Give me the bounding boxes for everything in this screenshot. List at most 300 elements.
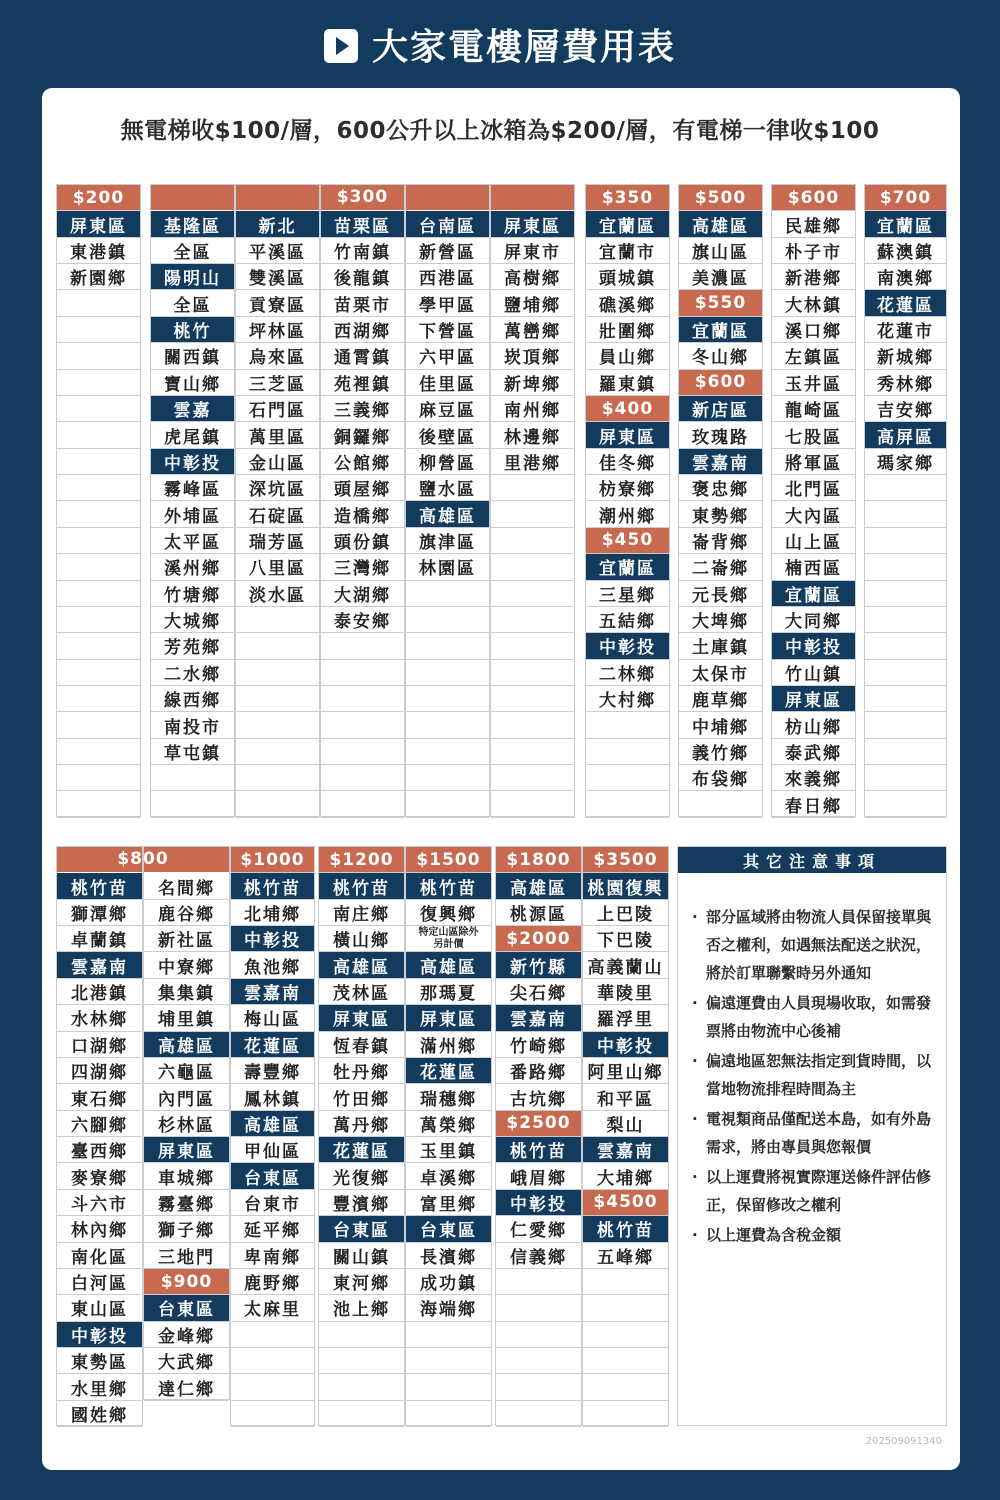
empty-cell bbox=[586, 792, 669, 818]
empty-cell bbox=[491, 581, 574, 607]
fee-column bbox=[582, 846, 669, 1426]
area-cell: 高樹鄉 bbox=[491, 264, 574, 290]
region-header: 屏東區 bbox=[144, 1137, 229, 1163]
empty-cell bbox=[151, 765, 234, 791]
fee-column bbox=[56, 184, 141, 817]
area-cell: 大埤鄉 bbox=[679, 607, 762, 633]
region-header: 中彰投 bbox=[586, 633, 669, 659]
area-cell: 二水鄉 bbox=[151, 660, 234, 686]
area-cell: 公館鄉 bbox=[321, 449, 404, 475]
area-cell: 後壁區 bbox=[406, 422, 489, 448]
area-cell: 古坑鄉 bbox=[496, 1084, 581, 1110]
empty-cell bbox=[236, 712, 319, 738]
fee-column bbox=[143, 846, 230, 1400]
area-cell: 北埔鄉 bbox=[231, 900, 314, 926]
area-cell: 林內鄉 bbox=[57, 1216, 142, 1242]
empty-cell bbox=[57, 290, 140, 316]
area-cell: 內門區 bbox=[144, 1084, 229, 1110]
area-cell: 卑南鄉 bbox=[231, 1243, 314, 1269]
area-cell: 北門區 bbox=[772, 475, 855, 501]
region-header: 桃園復興 bbox=[583, 873, 668, 899]
area-cell: 金峰鄉 bbox=[144, 1322, 229, 1348]
area-cell: 義竹鄉 bbox=[679, 739, 762, 765]
fee-column bbox=[405, 184, 490, 817]
area-cell: 東河鄉 bbox=[319, 1269, 404, 1295]
notes-box bbox=[677, 846, 947, 1426]
empty-cell bbox=[496, 1401, 581, 1427]
empty-cell bbox=[321, 660, 404, 686]
empty-cell bbox=[865, 660, 946, 686]
empty-cell bbox=[491, 633, 574, 659]
area-cell: 鳳林鎮 bbox=[231, 1084, 314, 1110]
area-cell: 麻豆區 bbox=[406, 396, 489, 422]
region-header: 高雄區 bbox=[144, 1032, 229, 1058]
region-header: 宜蘭區 bbox=[586, 554, 669, 580]
price-header: $400 bbox=[586, 396, 669, 422]
area-cell: 延平鄉 bbox=[231, 1216, 314, 1242]
region-header: 苗栗區 bbox=[321, 211, 404, 237]
version-code: 202509091340 bbox=[865, 1436, 942, 1447]
area-cell: 三星鄉 bbox=[586, 581, 669, 607]
region-header: 桃竹苗 bbox=[57, 873, 142, 899]
area-cell: 南投市 bbox=[151, 712, 234, 738]
area-cell: 旗津區 bbox=[406, 528, 489, 554]
fee-column bbox=[318, 846, 405, 1426]
region-header: 台東區 bbox=[144, 1295, 229, 1321]
area-cell: 烏來區 bbox=[236, 343, 319, 369]
area-cell: 林園區 bbox=[406, 554, 489, 580]
region-header: 高雄區 bbox=[319, 952, 404, 978]
price-header: $450 bbox=[586, 528, 669, 554]
pricing-notice: 無電梯收$100/層，600公升以上冰箱為$200/層，有電梯一律收$100 bbox=[120, 118, 880, 144]
area-cell: 三芝區 bbox=[236, 370, 319, 396]
empty-cell bbox=[491, 712, 574, 738]
empty-cell bbox=[57, 370, 140, 396]
region-header: 台南區 bbox=[406, 211, 489, 237]
area-cell: 三義鄉 bbox=[321, 396, 404, 422]
empty-cell bbox=[57, 686, 140, 712]
empty-cell bbox=[321, 792, 404, 818]
area-cell: 頭城鎮 bbox=[586, 264, 669, 290]
area-cell: 富里鄉 bbox=[406, 1190, 491, 1216]
area-cell: 外埔區 bbox=[151, 501, 234, 527]
area-cell: 八里區 bbox=[236, 554, 319, 580]
area-cell: 南州鄉 bbox=[491, 396, 574, 422]
area-cell: 下營區 bbox=[406, 317, 489, 343]
area-cell: 通霄鎮 bbox=[321, 343, 404, 369]
area-cell: 石碇區 bbox=[236, 501, 319, 527]
area-cell: 萬里區 bbox=[236, 422, 319, 448]
area-cell: 關西鎮 bbox=[151, 343, 234, 369]
empty-cell bbox=[231, 1348, 314, 1374]
area-cell: 鹿谷鄉 bbox=[144, 900, 229, 926]
area-cell: 潮州鄉 bbox=[586, 501, 669, 527]
area-cell: 太保市 bbox=[679, 660, 762, 686]
region-header: 屏東區 bbox=[319, 1005, 404, 1031]
empty-cell bbox=[57, 581, 140, 607]
area-cell: 臺西鄉 bbox=[57, 1137, 142, 1163]
area-cell: 三灣鄉 bbox=[321, 554, 404, 580]
region-header: 雲嘉南 bbox=[496, 1005, 581, 1031]
empty-cell bbox=[57, 396, 140, 422]
area-cell: 新埤鄉 bbox=[491, 370, 574, 396]
empty-cell bbox=[57, 475, 140, 501]
empty-cell bbox=[496, 1295, 581, 1321]
empty-cell bbox=[583, 1401, 668, 1427]
region-header: 中彰投 bbox=[772, 633, 855, 659]
fee-column bbox=[490, 184, 575, 817]
area-cell: 吉安鄉 bbox=[865, 396, 946, 422]
note-item: · 以上運費為含稅金額 bbox=[690, 1221, 936, 1249]
empty-cell bbox=[321, 739, 404, 765]
empty-cell bbox=[231, 1374, 314, 1400]
fee-column bbox=[56, 846, 143, 1426]
area-cell: 大村鄉 bbox=[586, 686, 669, 712]
area-cell: 滿州鄉 bbox=[406, 1032, 491, 1058]
area-cell: 苗栗市 bbox=[321, 290, 404, 316]
area-cell: 左鎮區 bbox=[772, 343, 855, 369]
area-cell: 林邊鄉 bbox=[491, 422, 574, 448]
price-header: $350 bbox=[586, 185, 669, 211]
area-cell: 全區 bbox=[151, 238, 234, 264]
region-header: 宜蘭區 bbox=[772, 581, 855, 607]
region-header: 中彰投 bbox=[231, 926, 314, 952]
area-cell: 東石鄉 bbox=[57, 1084, 142, 1110]
area-cell: 達仁鄉 bbox=[144, 1374, 229, 1400]
empty-cell bbox=[236, 633, 319, 659]
area-cell: 上巴陵 bbox=[583, 900, 668, 926]
area-cell: 二崙鄉 bbox=[679, 554, 762, 580]
area-cell: 枋寮鄉 bbox=[586, 475, 669, 501]
empty-cell bbox=[406, 1322, 491, 1348]
area-cell: 佳冬鄉 bbox=[586, 449, 669, 475]
area-cell: 新港鄉 bbox=[772, 264, 855, 290]
region-header: 屏東區 bbox=[406, 1005, 491, 1031]
region-header: 宜蘭區 bbox=[865, 211, 946, 237]
empty-cell bbox=[236, 607, 319, 633]
empty-cell bbox=[496, 1322, 581, 1348]
area-cell: 朴子市 bbox=[772, 238, 855, 264]
area-cell: 雙溪區 bbox=[236, 264, 319, 290]
empty-cell bbox=[496, 1269, 581, 1295]
region-header: 基隆區 bbox=[151, 211, 234, 237]
region-header: 屏東區 bbox=[586, 422, 669, 448]
price-header: $2500 bbox=[496, 1111, 581, 1137]
price-header: $550 bbox=[679, 290, 762, 316]
price-header: $900 bbox=[144, 1269, 229, 1295]
area-cell: 褒忠鄉 bbox=[679, 475, 762, 501]
area-cell: 南庄鄉 bbox=[319, 900, 404, 926]
region-header: 中彰投 bbox=[583, 1032, 668, 1058]
area-cell: 長濱鄉 bbox=[406, 1243, 491, 1269]
area-cell: 六龜區 bbox=[144, 1058, 229, 1084]
region-header: 陽明山 bbox=[151, 264, 234, 290]
empty-cell bbox=[236, 792, 319, 818]
area-cell: 春日鄉 bbox=[772, 792, 855, 818]
empty-cell bbox=[406, 633, 489, 659]
area-cell: 尖石鄉 bbox=[496, 979, 581, 1005]
area-cell: 蘇澳鎮 bbox=[865, 238, 946, 264]
price-header: $3500 bbox=[583, 847, 668, 873]
empty-cell bbox=[57, 501, 140, 527]
price-header: $1500 bbox=[406, 847, 491, 873]
header bbox=[0, 0, 1000, 88]
note-item: · 電視類商品僅配送本島，如有外島需求，將由專員與您報價 bbox=[690, 1105, 936, 1161]
region-header: 桃竹苗 bbox=[583, 1216, 668, 1242]
area-cell: 溪州鄉 bbox=[151, 554, 234, 580]
area-cell: 學甲區 bbox=[406, 290, 489, 316]
price-header: $1000 bbox=[231, 847, 314, 873]
area-cell: 後龍鎮 bbox=[321, 264, 404, 290]
area-cell: 白河區 bbox=[57, 1269, 142, 1295]
area-cell: 民雄鄉 bbox=[772, 211, 855, 237]
area-cell: 成功鎮 bbox=[406, 1269, 491, 1295]
region-header: 宜蘭區 bbox=[586, 211, 669, 237]
price-header: $1200 bbox=[319, 847, 404, 873]
empty-cell bbox=[236, 739, 319, 765]
area-cell: 海端鄉 bbox=[406, 1295, 491, 1321]
empty-cell bbox=[491, 792, 574, 818]
price-header: $800 bbox=[56, 846, 230, 872]
price-header: $1800 bbox=[496, 847, 581, 873]
area-cell: 東山區 bbox=[57, 1295, 142, 1321]
area-cell: 鹽水區 bbox=[406, 475, 489, 501]
area-cell: 埔里鎮 bbox=[144, 1005, 229, 1031]
region-header: 花蓮區 bbox=[319, 1137, 404, 1163]
empty-cell bbox=[496, 1374, 581, 1400]
area-cell: 甲仙區 bbox=[231, 1137, 314, 1163]
area-cell: 太平區 bbox=[151, 528, 234, 554]
area-cell: 魚池鄉 bbox=[231, 952, 314, 978]
area-cell: 頭屋鄉 bbox=[321, 475, 404, 501]
area-cell: 冬山鄉 bbox=[679, 343, 762, 369]
area-cell: 大城鄉 bbox=[151, 607, 234, 633]
region-header: 新店區 bbox=[679, 396, 762, 422]
empty-cell bbox=[321, 633, 404, 659]
area-cell: 瑞穗鄉 bbox=[406, 1084, 491, 1110]
empty-cell bbox=[406, 660, 489, 686]
area-cell: 玫瑰路 bbox=[679, 422, 762, 448]
fee-column bbox=[150, 184, 235, 817]
page-title: 大家電樓層費用表 bbox=[371, 26, 676, 68]
empty-cell bbox=[583, 1322, 668, 1348]
empty-cell bbox=[491, 475, 574, 501]
area-cell: 瑪家鄉 bbox=[865, 449, 946, 475]
area-cell: 竹塘鄉 bbox=[151, 581, 234, 607]
empty-cell bbox=[406, 792, 489, 818]
area-cell: 五結鄉 bbox=[586, 607, 669, 633]
area-cell: 將軍區 bbox=[772, 449, 855, 475]
price-header: $600 bbox=[679, 370, 762, 396]
area-cell: 南澳鄉 bbox=[865, 264, 946, 290]
area-cell: 深坑區 bbox=[236, 475, 319, 501]
area-cell: 霧臺鄉 bbox=[144, 1190, 229, 1216]
empty-cell bbox=[865, 633, 946, 659]
area-cell: 來義鄉 bbox=[772, 765, 855, 791]
region-header: 台東區 bbox=[231, 1163, 314, 1189]
empty-cell bbox=[865, 475, 946, 501]
area-cell: 寶山鄉 bbox=[151, 370, 234, 396]
area-cell: 茂林區 bbox=[319, 979, 404, 1005]
area-cell: 池上鄉 bbox=[319, 1295, 404, 1321]
area-cell: 瑞芳區 bbox=[236, 528, 319, 554]
empty-cell bbox=[679, 792, 762, 818]
area-cell: 佳里區 bbox=[406, 370, 489, 396]
area-note: 特定山區除外 另計價 bbox=[406, 926, 491, 952]
price-header: $700 bbox=[865, 185, 946, 211]
area-cell: 萬榮鄉 bbox=[406, 1111, 491, 1137]
empty-cell bbox=[865, 765, 946, 791]
area-cell: 壯圍鄉 bbox=[586, 317, 669, 343]
empty-cell bbox=[57, 792, 140, 818]
empty-cell bbox=[406, 581, 489, 607]
area-cell: 大武鄉 bbox=[144, 1348, 229, 1374]
area-cell: 水林鄉 bbox=[57, 1005, 142, 1031]
region-header: 花蓮區 bbox=[865, 290, 946, 316]
area-cell: 高義蘭山 bbox=[583, 952, 668, 978]
empty-cell bbox=[406, 765, 489, 791]
area-cell: 南化區 bbox=[57, 1243, 142, 1269]
area-cell: 橫山鄉 bbox=[319, 926, 404, 952]
notes-title: 其它注意事項 bbox=[678, 847, 946, 873]
area-cell: 四湖鄉 bbox=[57, 1058, 142, 1084]
area-cell: 崁頂鄉 bbox=[491, 343, 574, 369]
area-cell: 美濃區 bbox=[679, 264, 762, 290]
area-cell: 崙背鄉 bbox=[679, 528, 762, 554]
area-cell: 新園鄉 bbox=[57, 264, 140, 290]
empty-cell bbox=[231, 1401, 314, 1427]
area-cell: 名間鄉 bbox=[144, 873, 229, 899]
empty-cell bbox=[491, 765, 574, 791]
empty-cell bbox=[406, 739, 489, 765]
empty-cell bbox=[491, 607, 574, 633]
area-cell: 光復鄉 bbox=[319, 1163, 404, 1189]
area-cell: 溪口鄉 bbox=[772, 317, 855, 343]
area-cell: 花蓮市 bbox=[865, 317, 946, 343]
empty-cell bbox=[586, 739, 669, 765]
region-header: 高雄區 bbox=[406, 501, 489, 527]
area-cell: 麥寮鄉 bbox=[57, 1163, 142, 1189]
area-cell: 梅山區 bbox=[231, 1005, 314, 1031]
area-cell: 屏東市 bbox=[491, 238, 574, 264]
area-cell: 大內區 bbox=[772, 501, 855, 527]
region-header: 台東區 bbox=[406, 1216, 491, 1242]
area-cell: 竹山鎮 bbox=[772, 660, 855, 686]
area-cell: 枋山鄉 bbox=[772, 712, 855, 738]
empty-cell bbox=[865, 528, 946, 554]
region-header: 中彰投 bbox=[151, 449, 234, 475]
empty-cell bbox=[406, 686, 489, 712]
area-cell: 番路鄉 bbox=[496, 1058, 581, 1084]
area-cell: 員山鄉 bbox=[586, 343, 669, 369]
region-header: 桃竹苗 bbox=[231, 873, 314, 899]
area-cell: 頭份鎮 bbox=[321, 528, 404, 554]
empty-cell bbox=[57, 633, 140, 659]
area-cell: 泰安鄉 bbox=[321, 607, 404, 633]
area-cell: 鹿野鄉 bbox=[231, 1269, 314, 1295]
area-cell: 里港鄉 bbox=[491, 449, 574, 475]
empty-cell bbox=[319, 1322, 404, 1348]
empty-cell bbox=[586, 712, 669, 738]
area-cell: 造橋鄉 bbox=[321, 501, 404, 527]
empty-cell bbox=[57, 554, 140, 580]
area-cell: 霧峰區 bbox=[151, 475, 234, 501]
area-cell: 銅鑼鄉 bbox=[321, 422, 404, 448]
area-cell: 仁愛鄉 bbox=[496, 1216, 581, 1242]
area-cell: 東勢鄉 bbox=[679, 501, 762, 527]
empty-cell bbox=[57, 317, 140, 343]
notes-list bbox=[690, 903, 936, 1251]
area-cell: 國姓鄉 bbox=[57, 1401, 142, 1427]
empty-cell bbox=[491, 554, 574, 580]
area-cell: 中寮鄉 bbox=[144, 952, 229, 978]
price-header: $2000 bbox=[496, 926, 581, 952]
area-cell: 關山鎮 bbox=[319, 1243, 404, 1269]
area-cell: 壽豐鄉 bbox=[231, 1058, 314, 1084]
area-cell: 車城鄉 bbox=[144, 1163, 229, 1189]
area-cell: 萬巒鄉 bbox=[491, 317, 574, 343]
area-cell: 大林鎮 bbox=[772, 290, 855, 316]
fee-column bbox=[771, 184, 856, 817]
empty-cell bbox=[57, 343, 140, 369]
area-cell: 羅東鎮 bbox=[586, 370, 669, 396]
area-cell: 竹南鎮 bbox=[321, 238, 404, 264]
region-header: 宜蘭區 bbox=[679, 317, 762, 343]
area-cell: 線西鄉 bbox=[151, 686, 234, 712]
empty-cell bbox=[406, 607, 489, 633]
empty-cell bbox=[236, 765, 319, 791]
empty-cell bbox=[321, 686, 404, 712]
empty-cell bbox=[491, 739, 574, 765]
price-header: $200 bbox=[57, 185, 140, 211]
area-cell: 新城鄉 bbox=[865, 343, 946, 369]
price-header: $600 bbox=[772, 185, 855, 211]
fee-column bbox=[495, 846, 582, 1426]
note-item: · 偏遠運費由人員現場收取，如需發票將由物流中心後補 bbox=[690, 989, 936, 1045]
area-cell: 大湖鄉 bbox=[321, 581, 404, 607]
empty-cell bbox=[231, 1322, 314, 1348]
empty-cell bbox=[57, 607, 140, 633]
area-cell: 卓蘭鎮 bbox=[57, 926, 142, 952]
empty-cell bbox=[583, 1348, 668, 1374]
empty-cell bbox=[319, 1374, 404, 1400]
area-cell: 玉里鎮 bbox=[406, 1137, 491, 1163]
play-icon bbox=[324, 29, 358, 63]
region-header: 屏東區 bbox=[57, 211, 140, 237]
note-item: · 偏遠地區恕無法指定到貨時間，以當地物流排程時間為主 bbox=[690, 1047, 936, 1103]
region-header: 中彰投 bbox=[496, 1190, 581, 1216]
area-cell: 布袋鄉 bbox=[679, 765, 762, 791]
area-cell: 北港鎮 bbox=[57, 979, 142, 1005]
empty-cell bbox=[236, 660, 319, 686]
region-header: 高雄區 bbox=[406, 952, 491, 978]
area-cell: 旗山區 bbox=[679, 238, 762, 264]
area-cell: 山上區 bbox=[772, 528, 855, 554]
area-cell: 華陵里 bbox=[583, 979, 668, 1005]
area-cell: 元長鄉 bbox=[679, 581, 762, 607]
area-cell: 萬丹鄉 bbox=[319, 1111, 404, 1137]
area-cell: 金山區 bbox=[236, 449, 319, 475]
area-cell: 太麻里 bbox=[231, 1295, 314, 1321]
area-cell: 貢寮區 bbox=[236, 290, 319, 316]
area-cell: 東港鎮 bbox=[57, 238, 140, 264]
area-cell: 牡丹鄉 bbox=[319, 1058, 404, 1084]
area-cell: 台東市 bbox=[231, 1190, 314, 1216]
note-item: · 以上運費將視實際運送條件評估修正，保留修改之權利 bbox=[690, 1163, 936, 1219]
price-header: $4500 bbox=[583, 1190, 668, 1216]
area-cell: 龍崎區 bbox=[772, 396, 855, 422]
empty-cell bbox=[583, 1295, 668, 1321]
